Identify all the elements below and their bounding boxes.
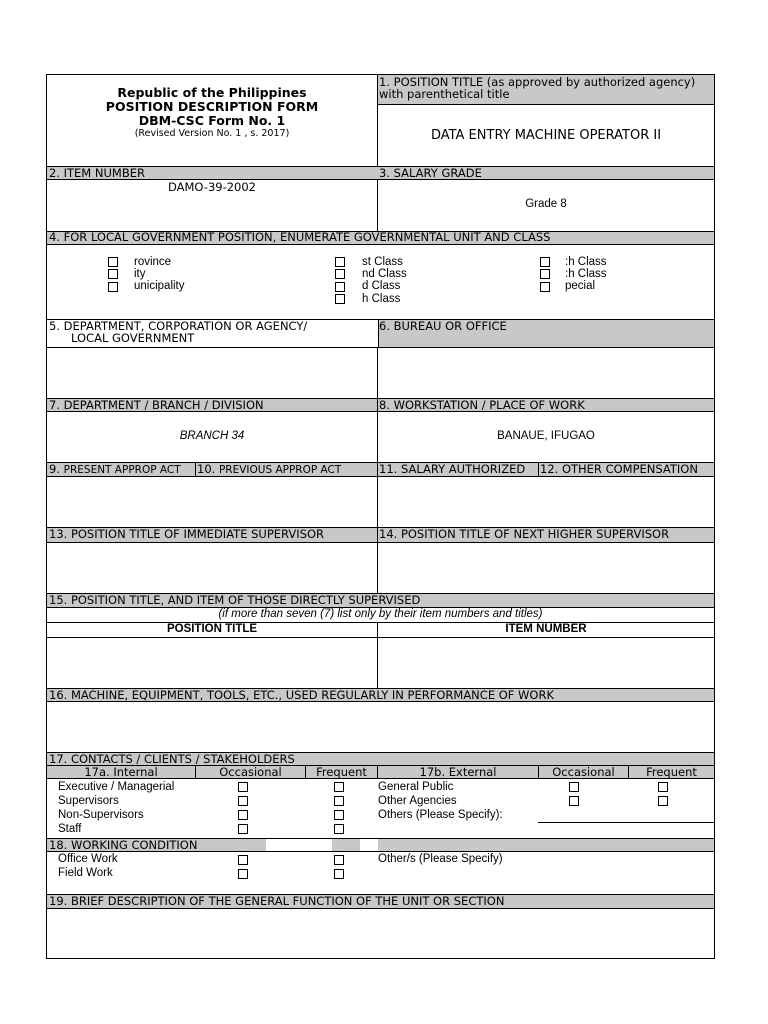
s15-label: 15. POSITION TITLE, AND ITEM OF THOSE DIRECTLY SUPERVISED <box>49 593 421 607</box>
s3-label: 3. SALARY GRADE <box>379 166 482 180</box>
internal-supervisors-occasional-checkbox[interactable] <box>238 796 248 806</box>
class-4-checkbox[interactable] <box>335 294 345 304</box>
internal-non-supervisors-label: Non-Supervisors <box>58 809 144 821</box>
province-checkbox[interactable] <box>108 257 118 267</box>
s16-label: 16. MACHINE, EQUIPMENT, TOOLS, ETC., USED REGULARLY IN PERFORMANCE OF WORK <box>49 688 555 702</box>
class-2-label: nd Class <box>362 268 407 280</box>
s8-label: 8. WORKSTATION / PLACE OF WORK <box>379 398 585 412</box>
class-3-label: d Class <box>362 280 401 292</box>
s15-col-item-number: ITEM NUMBER <box>505 623 587 635</box>
s17b-occasional-header: Occasional <box>552 765 615 779</box>
s18-label: 18. WORKING CONDITION <box>49 838 198 852</box>
working-condition-others-label: Other/s (Please Specify) <box>378 853 503 865</box>
external-general-public-label: General Public <box>378 781 454 793</box>
lgu-city-label: ity <box>134 268 146 280</box>
s1-label-2: with parenthetical title <box>379 87 510 101</box>
lgu-municipality-label: unicipality <box>134 280 185 292</box>
class-3-checkbox[interactable] <box>335 282 345 292</box>
form-header <box>47 86 377 139</box>
s17a-occasional-header: Occasional <box>219 765 282 779</box>
divider <box>538 462 539 477</box>
header-form-number: DBM-CSC Form No. 1 <box>138 113 286 128</box>
special-label: pecial <box>565 280 596 292</box>
office-work-occasional-checkbox[interactable] <box>238 855 248 865</box>
internal-nonsup-occasional-checkbox[interactable] <box>238 810 248 820</box>
s15-col-position-title: POSITION TITLE <box>166 623 258 635</box>
s10-label <box>197 463 341 477</box>
salary-grade-value: Grade 8 <box>525 198 567 210</box>
workstation-value: BANAUE, IFUGAO <box>497 430 595 442</box>
s4-label: 4. FOR LOCAL GOVERNMENT POSITION, ENUMERATE GOVERNMENTAL UNIT AND CLASS <box>49 230 551 244</box>
field-work-label: Field Work <box>58 867 113 879</box>
s11-label: 11. SALARY AUTHORIZED <box>379 462 526 476</box>
external-other-agencies-label: Other Agencies <box>378 795 457 807</box>
city-checkbox[interactable] <box>108 269 118 279</box>
s5-label-2: LOCAL GOVERNMENT <box>71 331 195 345</box>
s17a-frequent-header: Frequent <box>316 765 367 779</box>
internal-supervisors-label: Supervisors <box>58 795 119 807</box>
class-2-checkbox[interactable] <box>335 269 345 279</box>
divider <box>377 462 378 527</box>
s9-text: PRESENT APPROP ACT <box>63 464 181 476</box>
class-6-label: :h Class <box>565 268 607 280</box>
class-1-checkbox[interactable] <box>335 257 345 267</box>
s18-header-gap <box>266 839 332 851</box>
s14-label: 14. POSITION TITLE OF NEXT HIGHER SUPERVISOR <box>379 527 670 541</box>
s19-label: 19. BRIEF DESCRIPTION OF THE GENERAL FUNCTION OF THE UNIT OR SECTION <box>49 894 505 908</box>
internal-executive-frequent-checkbox[interactable] <box>334 782 344 792</box>
s12-label: 12. OTHER COMPENSATION <box>540 462 698 476</box>
header-revision: (Revised Version No. 1 , s. 2017) <box>134 128 290 139</box>
s18-header-gap <box>360 839 378 851</box>
s17-label: 17. CONTACTS / CLIENTS / STAKEHOLDERS <box>49 752 295 766</box>
external-agencies-frequent-checkbox[interactable] <box>658 796 668 806</box>
external-public-occasional-checkbox[interactable] <box>569 782 579 792</box>
external-others-label: Others (Please Specify): <box>378 809 503 821</box>
s2-label: 2. ITEM NUMBER <box>49 166 145 180</box>
header-form-title: POSITION DESCRIPTION FORM <box>105 99 319 114</box>
s7-label: 7. DEPARTMENT / BRANCH / DIVISION <box>49 398 264 412</box>
internal-executive-label: Executive / Managerial <box>58 781 175 793</box>
position-title-value: DATA ENTRY MACHINE OPERATOR II <box>430 128 662 143</box>
class-6-checkbox[interactable] <box>540 269 550 279</box>
others-specify-line[interactable] <box>538 822 714 823</box>
s1-label: 1. POSITION TITLE (as approved by authorized agency) <box>379 75 696 89</box>
s13-label: 13. POSITION TITLE OF IMMEDIATE SUPERVISOR <box>49 527 324 541</box>
internal-staff-label: Staff <box>58 823 82 835</box>
s17b-frequent-header: Frequent <box>646 765 697 779</box>
s17a-internal-header: 17a. Internal <box>84 765 158 779</box>
class-5-checkbox[interactable] <box>540 257 550 267</box>
internal-staff-occasional-checkbox[interactable] <box>238 824 248 834</box>
s17b-external-header: 17b. External <box>419 765 497 779</box>
internal-nonsup-frequent-checkbox[interactable] <box>334 810 344 820</box>
divider <box>377 527 378 593</box>
s9-label <box>49 463 181 477</box>
class-4-label: h Class <box>362 293 401 305</box>
header-republic: Republic of the Philippines <box>117 85 307 100</box>
s10-text: PREVIOUS APPROP ACT <box>218 464 342 476</box>
item-number-value: DAMO-39-2002 <box>167 180 256 194</box>
field-work-occasional-checkbox[interactable] <box>238 869 248 879</box>
branch-value: BRANCH 34 <box>179 430 245 442</box>
s6-label: 6. BUREAU OR OFFICE <box>379 319 507 333</box>
class-1-label: st Class <box>362 256 403 268</box>
internal-staff-frequent-checkbox[interactable] <box>334 824 344 834</box>
class-5-label: :h Class <box>565 256 607 268</box>
s15-note: (if more than seven (7) list only by their item numbers and titles) <box>218 608 543 620</box>
s9-number: 9. <box>49 462 60 476</box>
divider <box>195 462 196 477</box>
special-checkbox[interactable] <box>540 282 550 292</box>
s5-label: 5. DEPARTMENT, CORPORATION OR AGENCY/ <box>49 319 308 333</box>
office-work-label: Office Work <box>58 853 118 865</box>
office-work-frequent-checkbox[interactable] <box>334 855 344 865</box>
external-public-frequent-checkbox[interactable] <box>658 782 668 792</box>
lgu-province-label: rovince <box>134 256 172 268</box>
internal-supervisors-frequent-checkbox[interactable] <box>334 796 344 806</box>
divider <box>377 348 378 398</box>
internal-executive-occasional-checkbox[interactable] <box>238 782 248 792</box>
divider <box>47 637 714 638</box>
municipality-checkbox[interactable] <box>108 282 118 292</box>
s10-number: 10. <box>197 462 216 476</box>
field-work-frequent-checkbox[interactable] <box>334 869 344 879</box>
external-agencies-occasional-checkbox[interactable] <box>569 796 579 806</box>
